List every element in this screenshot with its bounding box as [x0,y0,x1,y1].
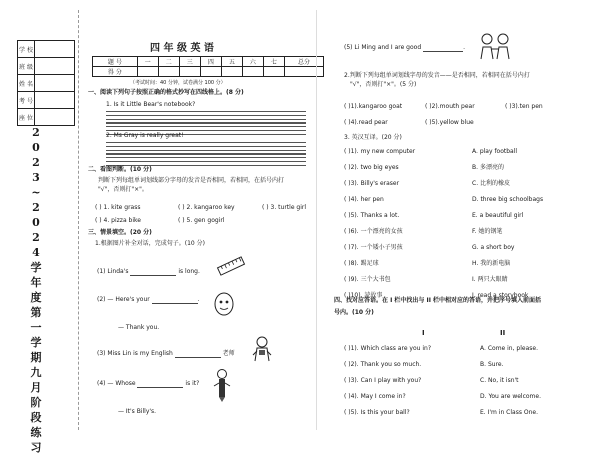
item-text: Which class are you in? [360,345,432,352]
s6-heading-1: 四、找对应答语。在 I 栏中找出与 II 栏中相对应的答语，并把序号填入前面括 [334,297,542,304]
answer-paren[interactable]: ( ) [344,180,351,187]
fill-blank[interactable] [175,357,221,358]
score-header-cell: 总分 [284,57,323,67]
answer-paren[interactable]: ( ) [344,228,351,235]
item-text: her pen [360,196,384,203]
answer-paren[interactable]: ( ) [344,196,351,203]
info-school-row[interactable] [17,40,75,57]
item-text: kangaroo key [194,204,235,211]
fill-blank[interactable] [423,51,463,52]
item-text: 読故事 [364,292,383,299]
option-letter: E. [480,409,486,416]
vtitle-char: 一 [30,321,42,334]
time-note: （考试时间：40 分钟，试卷满分 100 分） [130,80,226,86]
score-header-cell: 一 [137,57,158,67]
s6-row [344,409,538,425]
option-letter: F. [472,228,477,235]
score-cell[interactable] [284,67,323,77]
item-number: 3). [511,103,520,110]
item-number: 1). [350,345,359,352]
item-text: 一个矮小子男孩 [360,244,403,251]
item-text: is it? [185,380,200,387]
item-text: ten pen [519,103,543,110]
score-cell[interactable] [158,67,179,77]
s6-row [344,361,504,377]
s2-item-5 [178,217,224,225]
s6-row [344,345,538,361]
s3-item-4-reply: — It's Billy's. [118,408,157,415]
item-number: 9). [350,276,359,283]
s3-item-2-reply: — Thank you. [118,324,160,331]
item-text: Thanks a lot. [360,212,400,219]
score-header-cell: 六 [242,57,263,67]
answer-paren[interactable]: ( ) [344,361,351,368]
s4-item-3 [505,103,543,111]
vtitle-char: ~ [31,186,41,199]
score-cell[interactable] [242,67,263,77]
option-text: 我的新电脑 [480,260,511,267]
s6-row [344,393,541,409]
option-text: 她的钢笔 [478,228,503,235]
item-number: 1). [350,148,359,155]
item-text: kite grass [111,204,141,211]
s3-item-1 [97,268,200,276]
item-text: is long. [178,268,200,275]
s2-instruction-2: "√"，否则打"×"。 [98,186,148,193]
option-letter: D. [480,393,487,400]
option-letter: A. [480,345,486,352]
option-letter: E. [472,212,478,219]
option-text: a beautiful girl [479,212,524,219]
item-number: 7). [350,244,359,251]
score-row-label: 得 分 [93,67,138,77]
item-text: Miss Lin is my English [107,350,173,357]
vtitle-char: 第 [30,306,42,319]
fill-blank[interactable] [137,387,183,388]
answer-paren[interactable]: ( ) [95,217,102,224]
s6-column-2: II [500,329,506,337]
item-number: 1). [350,103,359,110]
score-header-cell: 三 [179,57,200,67]
s2-item-3 [262,204,306,212]
info-label: 学 校 [18,41,35,57]
answer-paren[interactable]: ( ) [344,212,351,219]
s5-row [344,244,515,260]
item-number: 4). [350,119,359,126]
vtitle-char: 度 [30,291,42,304]
info-class-row[interactable] [17,57,75,74]
info-label: 考 号 [18,92,35,108]
option-letter: D. [472,196,479,203]
vtitle-char: 习 [30,441,42,454]
s6-column-1: I [422,329,425,337]
vtitle-char: 2 [32,231,40,244]
student-info-box [17,40,75,126]
s2-instruction-1: 判断下列每组单词划线部分字母的发音是否相同，若相同，在括号内打 [98,177,285,184]
info-seat-row[interactable] [17,108,75,126]
option-text: 两只大眼睛 [477,276,508,283]
teacher-figure-icon [250,336,274,362]
s2-item-4 [95,217,141,225]
item-text: turtle girl [278,204,307,211]
item-number: 4. [103,217,110,224]
option-letter: A. [472,148,478,155]
item-text: 老师 [222,350,235,357]
option-text: Come in, please. [487,345,538,352]
item-number: 5). [350,212,359,219]
item-number: 5). [350,409,359,416]
item-number: 4). [350,393,359,400]
answer-paren[interactable]: ( ) [344,345,351,352]
info-exam-number-row[interactable] [17,91,75,108]
item-text: read pear [358,119,388,126]
answer-paren[interactable]: ( ) [344,119,351,126]
answer-paren[interactable]: ( ) [344,260,351,267]
item-text: mouth pear [439,103,475,110]
vertical-exam-title [28,125,44,455]
item-text: Billy's eraser [360,180,400,187]
item-number: 2). [350,361,359,368]
vtitle-char: 2 [32,156,40,169]
section1-heading: 一、阅读下列句子按照正确的格式抄写在四线格上。(8 分) [88,89,244,96]
option-letter: B. [480,361,487,368]
answer-paren[interactable]: ( ) [344,276,351,283]
score-cell[interactable] [221,67,242,77]
vtitle-char: 九 [30,366,42,379]
item-number: 2). [350,164,359,171]
s6-list [344,345,541,425]
answer-paren[interactable]: ( ) [95,204,102,211]
vtitle-char: 4 [32,246,40,259]
s3-item-2 [97,296,200,304]
option-text: 多漂亮的 [479,164,504,171]
answer-paren[interactable]: ( ) [344,292,351,299]
score-cell[interactable] [200,67,221,77]
s1-question-2: 2. Ms Gray is really great! [106,132,184,139]
option-text: 比利的橡皮 [480,180,511,187]
vtitle-char: 月 [30,381,42,394]
item-number: 10). [350,292,363,299]
score-header-cell: 七 [263,57,284,67]
s5-row [344,180,511,196]
item-number: 4). [350,196,359,203]
info-label: 姓 名 [18,75,35,91]
item-number: 8). [350,260,359,267]
option-text: Sure. [487,361,504,368]
item-text: 三个大书包 [360,276,391,283]
info-name-row[interactable] [17,74,75,91]
s5-row [344,196,544,212]
item-number: 3). [350,180,359,187]
s4-item-2 [425,103,475,111]
s3-item-4 [97,380,199,388]
item-text: Thank you so much. [360,361,422,368]
answer-paren[interactable]: ( ) [425,119,432,126]
s4-item-5 [425,119,474,127]
option-text: read a storybook [477,292,529,299]
s5-row [344,276,508,292]
item-number: 6). [350,228,359,235]
answer-paren[interactable]: ( ) [178,217,185,224]
option-letter: C. [480,377,487,384]
score-header-cell: 题 号 [93,57,138,67]
item-text: Linda's [107,268,129,275]
option-text: play football [479,148,518,155]
item-text: 踢足球 [360,260,379,267]
score-header-cell: 二 [158,57,179,67]
item-number: 1. [103,204,110,211]
answer-paren[interactable]: ( ) [344,244,351,251]
item-number: 3. [270,204,277,211]
s4-instruction: "√"，否则打"×"。(5 分) [350,81,417,88]
exam-title: 四 年 级 英 语 [150,43,214,54]
s1-question-1: 1. Is it Little Bear's notebook? [106,101,196,108]
vtitle-char: 3 [32,171,40,184]
pencil-figure-icon [211,368,233,402]
option-text: No, it isn't [488,377,519,384]
section2-heading: 二、看图判断。(10 分) [88,166,152,173]
item-number: 2). [431,103,440,110]
option-letter: H. [472,260,479,267]
vtitle-char: 段 [30,411,42,424]
answer-paren[interactable]: ( ) [344,148,351,155]
option-letter: J. [472,292,476,299]
score-header-cell: 四 [200,57,221,67]
vtitle-char: 2 [32,201,40,214]
vtitle-char: 学 [30,261,42,274]
info-label: 班 级 [18,58,35,74]
item-text: pizza bike [111,217,141,224]
answer-paren[interactable]: ( ) [344,409,351,416]
answer-paren[interactable]: ( ) [178,204,185,211]
two-friends-icon [478,32,512,60]
s5-row [344,164,504,180]
fill-blank[interactable] [130,275,176,276]
item-text: kangaroo goat [358,103,403,110]
item-number: 5. [186,217,193,224]
answer-paren[interactable]: ( ) [425,103,432,110]
s6-row [344,377,519,393]
item-text: — Whose [107,380,136,387]
answer-paren[interactable]: ( ) [262,204,269,211]
item-text: gen gogirl [194,217,225,224]
vtitle-char: 2 [32,126,40,139]
s2-item-1 [95,204,140,212]
eraser-face-icon [213,291,235,317]
answer-paren[interactable]: ( ) [505,103,512,110]
item-number: (1) [97,268,106,275]
item-number: 2. [186,204,193,211]
s5-heading: 3. 英汉互译。(20 分) [344,134,402,141]
answer-paren[interactable]: ( ) [344,103,351,110]
score-cell[interactable] [137,67,158,77]
s5-row [344,212,524,228]
vtitle-char: 0 [32,141,40,154]
option-letter: I. [472,276,476,283]
item-text: Can I play with you? [360,377,422,384]
item-number: (5) [344,44,353,51]
score-cell[interactable] [179,67,200,77]
section3-heading: 三、情景填空。(20 分) [88,229,152,236]
option-text: I'm in Class One. [487,409,538,416]
score-header-cell: 五 [221,57,242,67]
s3-subheading: 1.根据图片补全对话，完成句子。(10 分) [95,240,205,247]
s4-item-1 [344,103,402,111]
vtitle-char: 练 [30,426,42,439]
r-item-5 [344,44,465,52]
item-text: — Here's your [107,296,150,303]
binding-line [78,10,79,430]
vtitle-char: 期 [30,351,42,364]
vtitle-char: 年 [30,276,42,289]
option-letter: G. [472,244,479,251]
answer-paren[interactable]: ( ) [344,164,351,171]
s3-item-3 [97,350,235,358]
option-text: You are welcome. [488,393,541,400]
option-letter: C. [472,180,479,187]
vtitle-char: 学 [30,336,42,349]
s4-item-4 [344,119,388,127]
item-text: my new computer [360,148,416,155]
info-label: 座 位 [18,109,35,125]
s5-row [344,228,503,244]
page-divider [316,10,317,430]
answer-paren[interactable]: ( ) [344,393,351,400]
four-line-grid-2b[interactable] [106,153,306,166]
s5-row [344,260,511,276]
item-text: Li Ming and I are good [354,44,422,51]
option-letter: B. [472,164,479,171]
answer-paren[interactable]: ( ) [344,377,351,384]
option-text: three big schoolbags [480,196,544,203]
vtitle-char: 阶 [30,396,42,409]
item-text: . [463,44,465,51]
ruler-icon [216,255,246,277]
item-number: (3) [97,350,106,357]
s5-row [344,148,518,164]
s4-heading: 2.判断下列每组单词划线字母的发音——是否相同，若相同在括号内打 [344,72,530,79]
score-cell[interactable] [263,67,284,77]
item-number: (4) [97,380,106,387]
item-number: 5). [431,119,440,126]
s2-item-2 [178,204,235,212]
item-number: (2) [97,296,106,303]
item-text: 一个漂亮的女孩 [360,228,403,235]
fill-blank[interactable] [152,303,198,304]
score-table [92,56,324,77]
item-text: yellow blue [439,119,474,126]
item-text: Is this your ball? [360,409,410,416]
vtitle-char: 0 [32,216,40,229]
s6-heading-2: 号内。(10 分) [334,309,374,316]
item-text: May I come in? [360,393,406,400]
item-text: . [197,296,200,303]
item-number: 3). [350,377,359,384]
option-text: a short boy [480,244,515,251]
item-text: two big eyes [360,164,399,171]
